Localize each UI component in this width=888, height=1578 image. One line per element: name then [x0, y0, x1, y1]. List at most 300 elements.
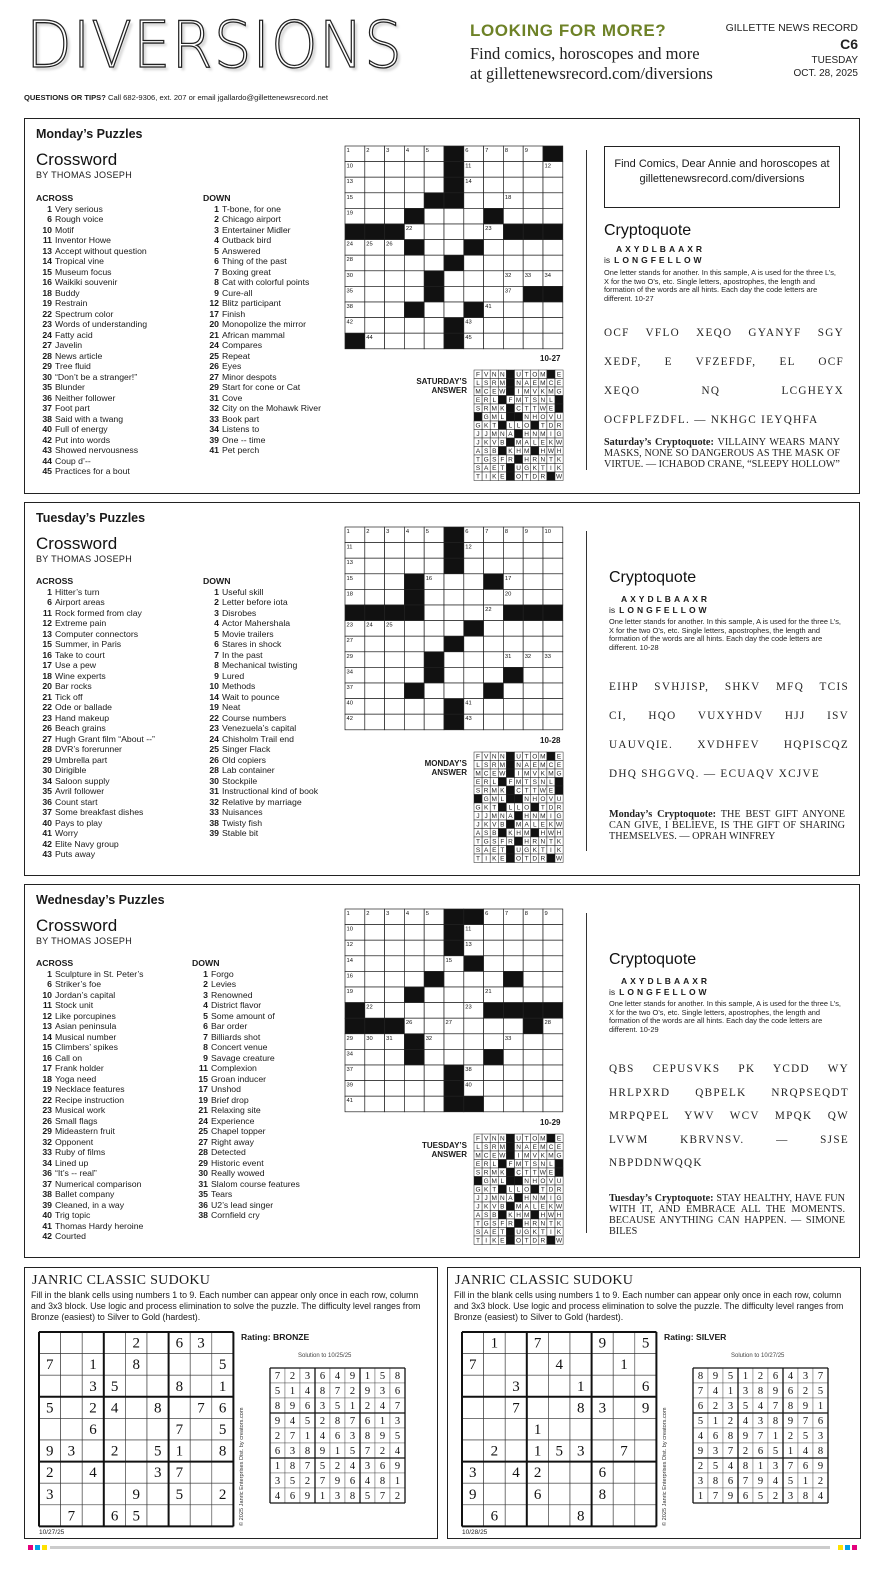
- answer-letter: G: [524, 847, 530, 855]
- clue-item: [203, 214, 321, 225]
- answer-letter: V: [483, 753, 489, 761]
- grid-cell: [543, 208, 563, 224]
- grid-cell: [543, 543, 563, 559]
- grid-cell: [404, 636, 424, 652]
- grid-cell: [464, 558, 484, 574]
- answer-letter: C: [548, 380, 554, 388]
- solution-digit: 7: [334, 1386, 341, 1398]
- grid-cell: [385, 667, 405, 683]
- grid-cell: [385, 271, 405, 287]
- grid-date: 10-29: [540, 1118, 561, 1127]
- sudoku-given: 5: [555, 1443, 563, 1460]
- sudoku-cell: [484, 1462, 506, 1484]
- grid-cell: [464, 987, 484, 1003]
- block-cell: [515, 1219, 523, 1228]
- clue-text: Levies: [211, 979, 237, 989]
- clue-text: Climbers’ spikes: [55, 1042, 118, 1052]
- sudoku-given: 9: [598, 1335, 607, 1352]
- clue-text: Fatty acid: [55, 329, 93, 340]
- answer-letter: R: [508, 456, 513, 464]
- answer-letter: A: [475, 1212, 481, 1220]
- sudoku-cell: [635, 1440, 657, 1462]
- answer-letter: W: [555, 439, 563, 447]
- answer-letter: R: [540, 473, 546, 481]
- solution-digit: 4: [379, 1401, 386, 1413]
- answer-letter: J: [476, 1203, 480, 1211]
- answer-letter: T: [524, 405, 529, 413]
- cell-number: 23: [465, 1004, 472, 1011]
- grid-cell: [404, 1003, 424, 1019]
- clue-item: [36, 1168, 144, 1179]
- grid-cell: [543, 1034, 563, 1050]
- answer-letter: K: [532, 847, 537, 855]
- sudoku-given: 1: [89, 1357, 97, 1374]
- cell-number: 18: [504, 194, 512, 201]
- sudoku-given: 3: [197, 1335, 205, 1352]
- questions-text: Call 682-9306, ext. 207 or email jgallardo@gillettenewsrecord.net: [105, 93, 329, 102]
- answer-letter: L: [500, 1178, 505, 1186]
- answer-letter: T: [524, 855, 529, 863]
- answer-letter: B: [492, 448, 497, 456]
- grid-cell: [385, 208, 405, 224]
- grid-cell: [484, 271, 504, 287]
- grid-cell: [543, 302, 563, 318]
- clue-number: 4: [214, 618, 219, 628]
- answer-letter: M: [540, 753, 546, 761]
- clue-text: Frank holder: [55, 1063, 104, 1073]
- clue-item: [203, 660, 318, 671]
- cryptoquote-line: HRLPXRD QBPELK NRQPSEQDT: [609, 1086, 849, 1099]
- block-cell: [345, 1018, 365, 1034]
- answer-letter: O: [524, 804, 530, 812]
- registration-mark: [28, 1545, 33, 1550]
- sudoku-grid[interactable]: [462, 1332, 660, 1527]
- solution-digit: 3: [364, 1461, 371, 1473]
- clue-text: Words of understanding: [55, 319, 148, 329]
- block-cell: [515, 413, 523, 422]
- clue-item: [36, 797, 155, 808]
- clue-text: Compares: [222, 340, 263, 350]
- solution-digit: 3: [742, 1386, 749, 1398]
- sudoku-given: 6: [641, 1378, 650, 1395]
- cryptoquote-line: EIHP SVHJISP, SHKV MFQ TCIS: [609, 681, 849, 693]
- clue-item: [36, 393, 147, 404]
- answer-letter: A: [483, 1229, 489, 1237]
- sudoku-grid[interactable]: [39, 1332, 237, 1527]
- clue-item: [36, 618, 155, 629]
- answer-letter: J: [484, 1195, 488, 1203]
- solution-digit: 6: [394, 1386, 401, 1398]
- solution-digit: 8: [817, 1446, 824, 1458]
- grid-cell: [404, 925, 424, 941]
- answer-letter: L: [492, 1161, 497, 1169]
- solution-digit: 9: [394, 1461, 401, 1473]
- grid-cell: [385, 714, 405, 730]
- solution-digit: 4: [712, 1386, 719, 1398]
- grid-cell: [385, 162, 405, 178]
- cell-number: 7: [504, 911, 509, 917]
- clue-number: 39: [209, 434, 219, 445]
- sudoku-cell: [462, 1375, 484, 1397]
- clue-number: 34: [42, 1157, 52, 1168]
- solution-digit: 6: [817, 1416, 824, 1428]
- sudoku-cell: [548, 1397, 570, 1419]
- sudoku-cell: [462, 1418, 484, 1440]
- solution-digit: 9: [727, 1491, 734, 1503]
- clue-text: City on the Mohawk River: [222, 403, 321, 413]
- clue-text: Historic event: [211, 1157, 264, 1168]
- answer-letter: T: [476, 473, 481, 481]
- cell-number: 15: [346, 194, 353, 201]
- answer-letter: O: [532, 753, 538, 761]
- clue-number: 33: [209, 413, 219, 424]
- clue-item: [36, 786, 155, 797]
- clue-number: 13: [42, 1021, 52, 1031]
- answer-letter: K: [508, 1212, 513, 1220]
- sudoku-instructions: Fill in the blank cells using numbers 1 to 9. Each number can appear only once in each row, column and 3x3 block. Use logic and process elimination to solve the puzzle. The difficulty level ranges from Bronze (easiest) to Silver to Gold (hardest).: [31, 1290, 421, 1322]
- clue-item: [36, 597, 155, 608]
- crossword-byline: BY THOMAS JOSEPH: [36, 170, 132, 180]
- clue-number: 24: [42, 329, 52, 340]
- clue-text: Elite Navy group: [55, 838, 119, 849]
- sudoku-cell: [613, 1483, 635, 1505]
- clue-text: Tropical vine: [55, 256, 104, 266]
- sudoku-cell: [548, 1462, 570, 1484]
- block-cell: [506, 387, 514, 396]
- clue-text: Unshod: [211, 1084, 241, 1094]
- answer-letter: E: [492, 388, 497, 396]
- cell-number: 3: [386, 911, 390, 917]
- clue-number: 41: [42, 828, 52, 838]
- clue-text: Neither follower: [55, 392, 116, 403]
- cell-number: 40: [346, 700, 353, 707]
- solution-digit: 8: [304, 1446, 311, 1458]
- answer-label-day: SATURDAY’S: [416, 377, 467, 386]
- cryptoquote-line: OCFPLFZDFL. — NKHGC IEYQHFA: [604, 414, 819, 426]
- sudoku-cell: [147, 1375, 169, 1397]
- clue-text: Coup d’--: [55, 455, 91, 466]
- answer-letter: K: [540, 770, 546, 778]
- clue-text: Actor Mahershala: [222, 618, 291, 628]
- clue-item: [203, 723, 318, 734]
- clue-number: 41: [42, 1220, 52, 1231]
- cell-number: 4: [405, 529, 410, 535]
- solution-digit: 3: [712, 1446, 719, 1458]
- crossword-title: Crossword: [36, 150, 118, 169]
- cryptoquote-solution: [609, 1193, 845, 1237]
- answer-letter: G: [483, 456, 489, 464]
- solution-digit: 1: [712, 1416, 719, 1428]
- block-cell: [523, 224, 543, 240]
- sudoku-given: 1: [577, 1378, 585, 1395]
- answer-letter: L: [516, 1186, 521, 1194]
- answer-letter: M: [515, 397, 522, 405]
- sudoku-cell: [61, 1418, 83, 1440]
- block-cell: [506, 854, 514, 863]
- registration-bar: [50, 1546, 830, 1549]
- answer-letter: G: [556, 431, 562, 439]
- answer-grid: [474, 1134, 564, 1247]
- answer-letter: R: [483, 1169, 489, 1177]
- clue-text: Restrain: [55, 298, 88, 308]
- answer-letter: T: [476, 838, 481, 846]
- solution-digit: 6: [349, 1476, 356, 1488]
- grid-cell: [404, 652, 424, 668]
- crossword-grid[interactable]: [345, 909, 565, 1114]
- clue-number: 28: [42, 744, 52, 754]
- cell-number: 6: [465, 529, 469, 535]
- cell-number: 21: [485, 989, 492, 995]
- grid-cell: [543, 987, 563, 1003]
- grid-cell: [404, 162, 424, 178]
- sudoku-given: 1: [620, 1357, 628, 1374]
- solution-digit: 4: [289, 1416, 296, 1428]
- block-cell: [474, 413, 482, 422]
- solution-digit: 9: [787, 1416, 794, 1428]
- sudoku-cell: [505, 1505, 527, 1527]
- answer-letter: C: [516, 1169, 521, 1177]
- clue-item: [36, 1221, 144, 1232]
- answer-letter: I: [550, 431, 552, 439]
- grid-cell: [424, 302, 444, 318]
- clue-heading: ACROSS: [36, 576, 74, 586]
- answer-letter: F: [508, 1161, 513, 1169]
- solution-digit: 6: [274, 1446, 281, 1458]
- clue-text: Worry: [55, 828, 79, 838]
- grid-cell: [424, 683, 444, 699]
- answer-letter: S: [475, 405, 481, 413]
- answer-letter: N: [540, 779, 546, 787]
- answer-letter: A: [508, 431, 513, 439]
- cell-number: 19: [346, 210, 353, 217]
- clue-item: [192, 1021, 300, 1032]
- clue-number: 37: [42, 403, 52, 413]
- block-cell: [464, 909, 484, 925]
- sudoku-cell: [190, 1375, 212, 1397]
- clue-item: [36, 849, 155, 860]
- clue-number: 20: [42, 681, 52, 691]
- clue-number: 15: [198, 1073, 208, 1084]
- block-cell: [444, 527, 464, 543]
- clue-item: [203, 818, 318, 829]
- solution-digit: 4: [319, 1431, 326, 1443]
- clue-number: 35: [42, 786, 52, 796]
- answer-letter: H: [516, 830, 521, 838]
- answer-letter: S: [475, 465, 481, 473]
- grid-cell: [385, 1081, 405, 1097]
- clue-number: 17: [42, 660, 52, 670]
- clue-text: Musical work: [55, 1105, 106, 1115]
- answer-letter: B: [500, 821, 505, 829]
- cell-number: 12: [544, 163, 551, 170]
- solution-digit: 2: [364, 1401, 371, 1413]
- answer-letter: L: [500, 796, 505, 804]
- answer-letter: S: [475, 1169, 481, 1177]
- clue-text: Slalom course features: [211, 1178, 300, 1189]
- sudoku-given: 7: [67, 1508, 76, 1525]
- clue-number: 14: [42, 1031, 52, 1042]
- sudoku-cell: [104, 1354, 126, 1376]
- cell-number: 3: [386, 529, 390, 535]
- sudoku-given: 5: [175, 1486, 184, 1503]
- answer-letter: M: [548, 388, 554, 396]
- clue-item: [36, 456, 147, 467]
- grid-cell: [385, 1096, 405, 1112]
- answer-letter: R: [508, 838, 513, 846]
- grid-cell: [464, 683, 484, 699]
- promo-line-2[interactable]: at gillettenewsrecord.com/diversions: [470, 64, 713, 83]
- sudoku-cell: [61, 1397, 83, 1419]
- grid-cell: [365, 683, 385, 699]
- block-cell: [464, 240, 484, 256]
- crossword-grid[interactable]: [345, 527, 565, 732]
- clue-item: [192, 1063, 300, 1074]
- sudoku-given: 7: [469, 1357, 477, 1374]
- answer-letter: E: [540, 439, 546, 447]
- answer-letter: T: [532, 787, 537, 795]
- cell-number: 22: [405, 226, 413, 232]
- grid-cell: [365, 255, 385, 271]
- sudoku-cell: [592, 1418, 614, 1440]
- block-cell: [424, 667, 444, 683]
- grid-cell: [484, 667, 504, 683]
- solution-digit: 4: [394, 1446, 401, 1458]
- solution-digit: 7: [304, 1461, 311, 1473]
- cell-number: 39: [346, 1082, 353, 1089]
- block-cell: [506, 846, 514, 855]
- answer-letter: E: [556, 762, 562, 770]
- grid-cell: [543, 699, 563, 715]
- grid-cell: [523, 956, 543, 972]
- answer-letter: K: [556, 465, 562, 473]
- cell-number: 20: [504, 591, 512, 598]
- sudoku-cell: [82, 1505, 104, 1527]
- clue-text: Some breakfast dishes: [55, 807, 144, 817]
- clue-number: 8: [203, 1042, 208, 1052]
- grid-cell: [424, 1018, 444, 1034]
- solution-digit: 7: [817, 1371, 824, 1383]
- clue-text: U2’s lead singer: [211, 1199, 274, 1210]
- clue-number: 35: [42, 382, 52, 392]
- sudoku-cell: [613, 1462, 635, 1484]
- clue-number: 34: [42, 775, 52, 786]
- cryptoquote-solution-text: VILLAINY WEARS MANY MASKS, NONE SO DANGEROUS AS THE MASK OF VIRTUE. — ICHABOD CRANE, “SLEEPY HOLLOW”: [604, 437, 841, 470]
- sudoku-rating: Rating: BRONZE: [241, 1332, 310, 1342]
- cell-number: 15: [445, 957, 452, 964]
- grid-cell: [424, 1081, 444, 1097]
- clue-number: 21: [42, 691, 52, 702]
- block-cell: [506, 1202, 514, 1211]
- answer-letter: K: [556, 1229, 562, 1237]
- cell-number: 10: [346, 926, 353, 933]
- clue-number: 1: [47, 586, 52, 597]
- cell-number: 10: [544, 529, 551, 535]
- cell-number: 23: [485, 226, 492, 232]
- solution-digit: 7: [364, 1446, 371, 1458]
- clue-text: Use a pew: [55, 660, 97, 670]
- solution-digit: 4: [817, 1491, 824, 1503]
- cryptoquote-key-top: AXYDLBAAXR: [621, 976, 711, 986]
- sudoku-given: 6: [110, 1508, 119, 1525]
- grid-cell: [385, 956, 405, 972]
- block-cell: [444, 162, 464, 178]
- clue-text: Sculpture in St. Peter’s: [55, 968, 144, 979]
- cell-number: 37: [346, 1067, 353, 1073]
- grid-cell: [523, 543, 543, 559]
- clue-number: 16: [42, 1052, 52, 1063]
- answer-letter: L: [508, 422, 513, 430]
- cryptoquote-solution-label: Tuesday’s Cryptoquote:: [609, 1193, 714, 1204]
- clue-text: Pet perch: [222, 445, 260, 455]
- clue-text: Dirigible: [55, 765, 87, 775]
- answer-letter: S: [475, 787, 481, 795]
- clue-item: [203, 702, 318, 713]
- grid-cell: [484, 652, 504, 668]
- answer-letter: T: [476, 1220, 481, 1228]
- cell-number: 27: [445, 1020, 452, 1027]
- block-cell: [506, 786, 514, 795]
- sudoku-cell: [613, 1418, 635, 1440]
- sudoku-given: 2: [89, 1400, 97, 1417]
- column-rule: [586, 531, 587, 851]
- clue-text: Renowned: [211, 989, 253, 1000]
- cell-number: 5: [425, 911, 429, 917]
- sudoku-cell: [190, 1483, 212, 1505]
- grid-cell: [543, 177, 563, 193]
- clue-number: 17: [198, 1084, 208, 1094]
- grid-cell: [523, 318, 543, 334]
- grid-cell: [365, 971, 385, 987]
- grid-cell: [503, 558, 523, 574]
- clue-item: [203, 744, 318, 755]
- block-cell: [506, 761, 514, 770]
- clue-item: [36, 445, 147, 456]
- block-cell: [547, 472, 555, 481]
- solution-digit: 3: [727, 1401, 734, 1413]
- cell-number: 43: [465, 319, 472, 326]
- answer-letter: V: [532, 1152, 537, 1160]
- promo-box-line-2[interactable]: gillettenewsrecord.com/diversions: [639, 173, 805, 185]
- clue-number: 32: [42, 1136, 52, 1147]
- clue-text: Bar order: [211, 1021, 248, 1031]
- clue-number: 15: [42, 639, 52, 649]
- solution-digit: 2: [334, 1461, 341, 1473]
- answer-letter: T: [548, 456, 553, 464]
- grid-cell: [543, 636, 563, 652]
- block-cell: [503, 667, 523, 683]
- answer-letter: E: [548, 405, 554, 413]
- answer-letter: L: [492, 397, 497, 405]
- cell-number: 3: [386, 148, 390, 154]
- answer-letter: E: [532, 380, 537, 388]
- clue-number: 12: [42, 618, 52, 628]
- sudoku-cell: [125, 1440, 147, 1462]
- cell-number: 32: [425, 1035, 433, 1042]
- answer-letter: M: [540, 762, 546, 770]
- clue-text: Stares in shock: [222, 639, 282, 649]
- clue-text: Repeat: [222, 350, 251, 361]
- grid-cell: [424, 1096, 444, 1112]
- answer-letter: E: [548, 787, 554, 795]
- cell-number: 41: [485, 304, 492, 310]
- crossword-grid[interactable]: [345, 146, 565, 351]
- sudoku-right: [447, 1267, 861, 1539]
- clue-number: 11: [42, 607, 52, 618]
- clue-text: Beach grains: [55, 723, 106, 733]
- answer-letter: B: [492, 830, 497, 838]
- clue-item: [192, 1210, 300, 1221]
- grid-cell: [484, 714, 504, 730]
